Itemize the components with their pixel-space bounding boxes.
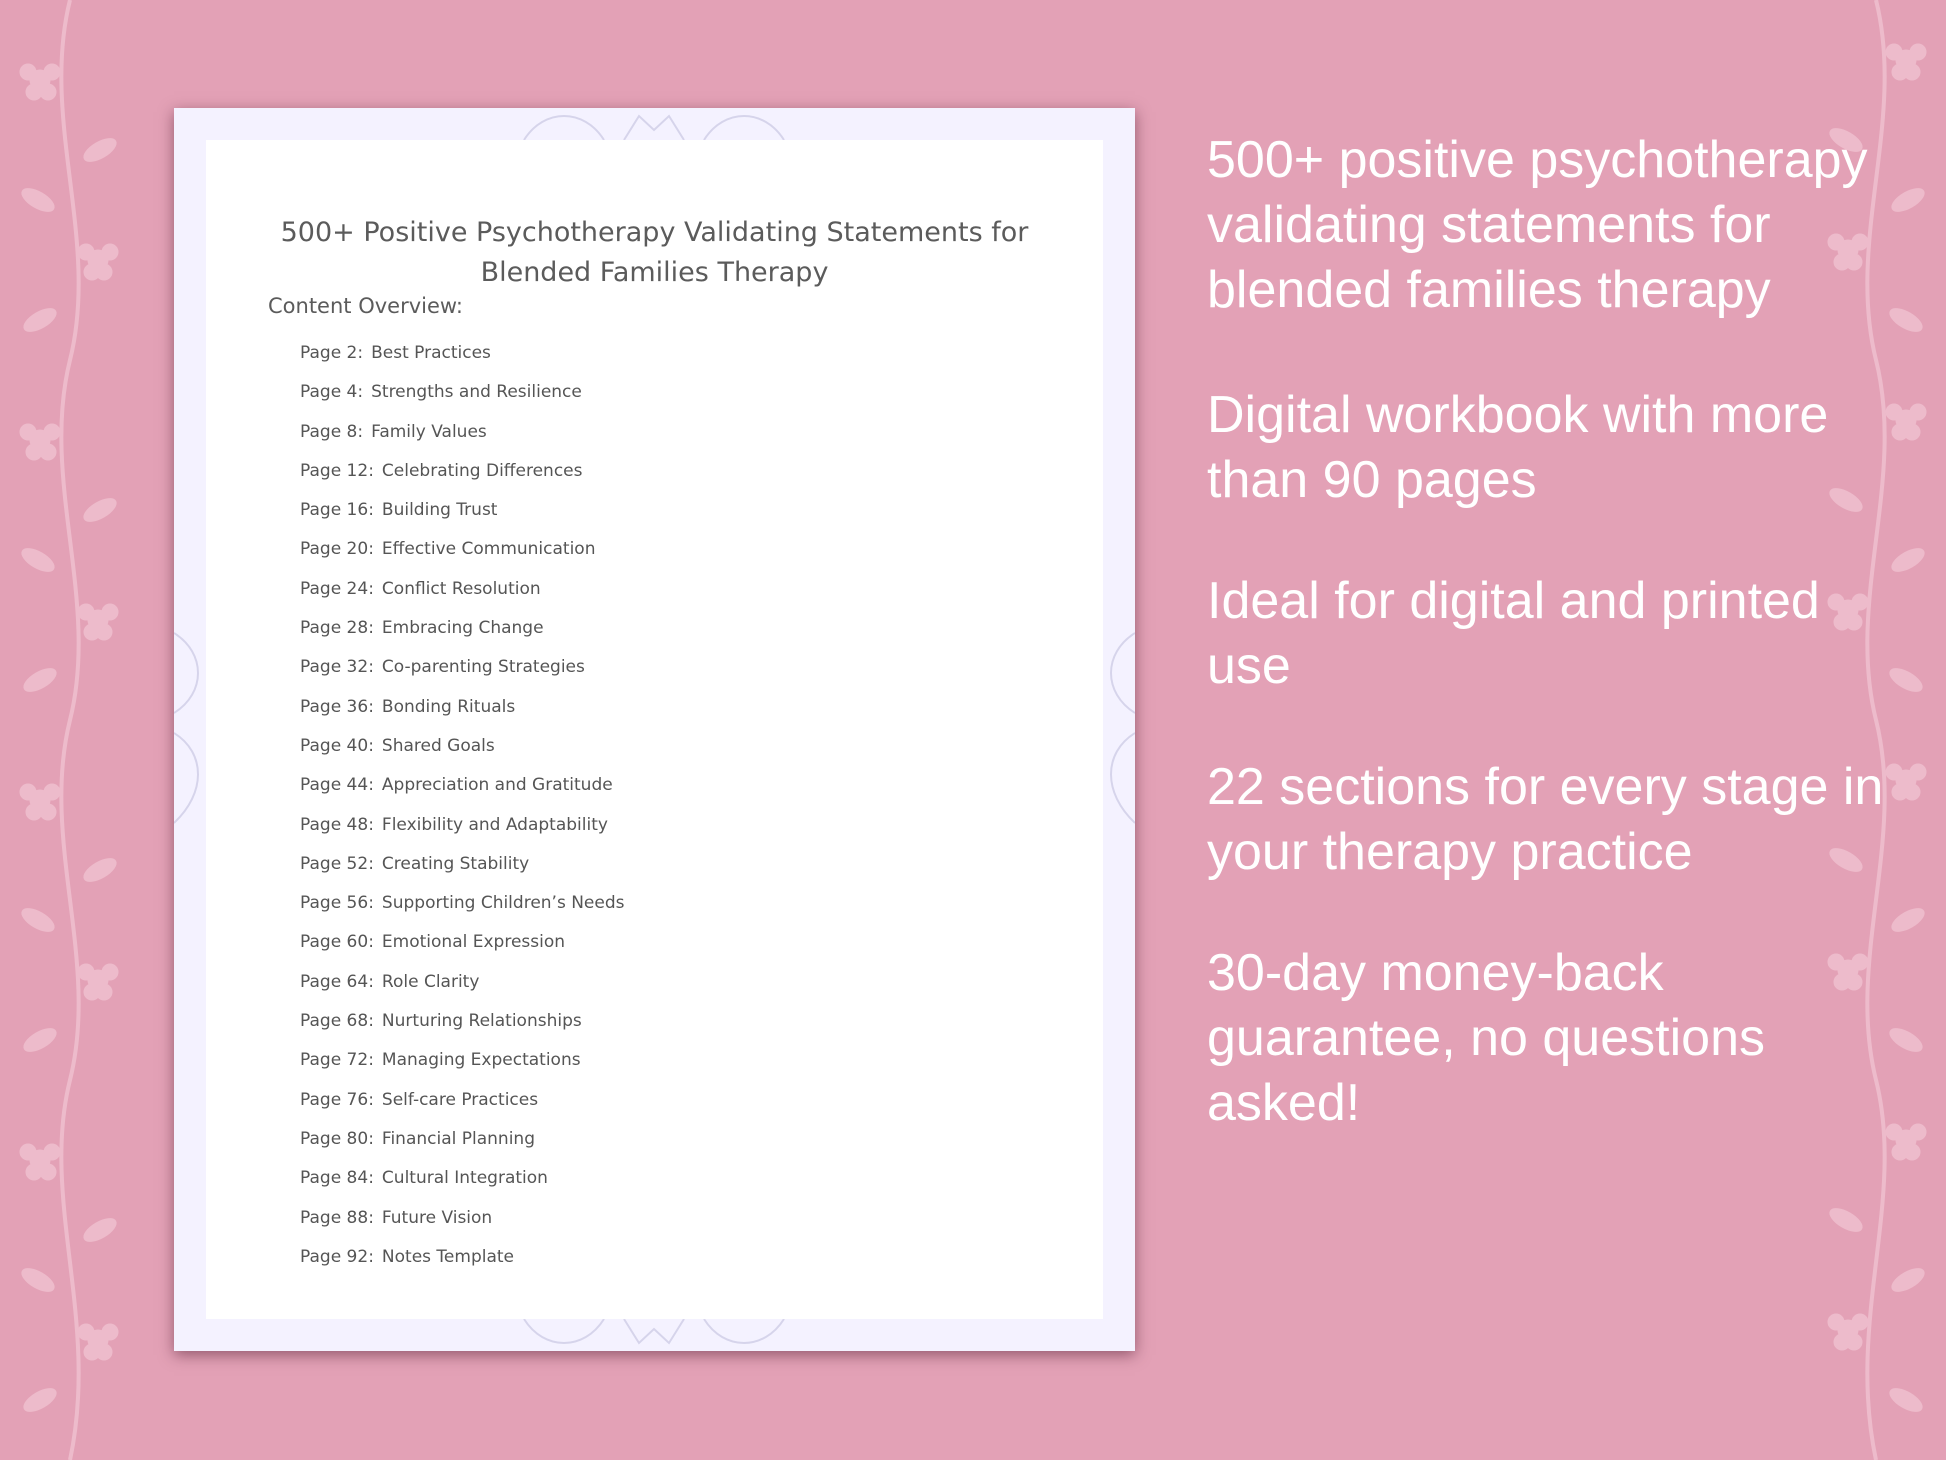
toc-item: Page 12: Celebrating Differences bbox=[300, 460, 583, 481]
feature-sections: 22 sections for every stage in your therapy practice bbox=[1207, 758, 1884, 881]
workbook-page-preview bbox=[174, 108, 1135, 1351]
toc-item: Page 48: Flexibility and Adaptability bbox=[300, 814, 608, 835]
toc-item: Page 60: Emotional Expression bbox=[300, 932, 566, 953]
toc-item: Page 24: Conflict Resolution bbox=[300, 578, 541, 599]
feature-page-count: Digital workbook with more than 90 pages bbox=[1207, 386, 1829, 509]
toc-item: Page 8: Family Values bbox=[300, 421, 487, 442]
mandala-bottom-icon bbox=[504, 1319, 804, 1351]
mandala-left-icon bbox=[174, 613, 206, 843]
toc-item: Page 80: Financial Planning bbox=[300, 1128, 535, 1149]
toc-item: Page 84: Cultural Integration bbox=[300, 1168, 548, 1189]
toc-item: Page 72: Managing Expectations bbox=[300, 1050, 581, 1071]
toc-item: Page 28: Embracing Change bbox=[300, 618, 544, 639]
mandala-top-icon bbox=[504, 108, 804, 140]
table-of-contents bbox=[300, 343, 625, 1286]
toc-item: Page 36: Bonding Rituals bbox=[300, 696, 516, 717]
toc-item: Page 20: Effective Communication bbox=[300, 539, 596, 560]
toc-item: Page 92: Notes Template bbox=[300, 1246, 514, 1267]
feature-guarantee: 30-day money-back guarantee, no questions asked! bbox=[1207, 944, 1765, 1132]
document-title-line-2: Blended Families Therapy bbox=[480, 257, 829, 288]
toc-item: Page 68: Nurturing Relationships bbox=[300, 1011, 582, 1032]
floral-vine-left-icon bbox=[0, 0, 140, 1460]
page-content bbox=[206, 140, 1103, 1319]
toc-item: Page 64: Role Clarity bbox=[300, 971, 480, 992]
feature-statements-count: 500+ positive psychotherapy validating statements for blended families therapy bbox=[1207, 131, 1868, 319]
toc-item: Page 32: Co-parenting Strategies bbox=[300, 657, 585, 678]
toc-item: Page 2: Best Practices bbox=[300, 343, 491, 363]
toc-item: Page 16: Building Trust bbox=[300, 500, 498, 521]
document-title-line-1: 500+ Positive Psychotherapy Validating Statements for bbox=[280, 217, 1029, 248]
toc-item: Page 40: Shared Goals bbox=[300, 735, 495, 756]
toc-item: Page 88: Future Vision bbox=[300, 1207, 493, 1228]
toc-item: Page 76: Self-care Practices bbox=[300, 1089, 539, 1110]
mandala-right-icon bbox=[1103, 613, 1135, 843]
content-overview-heading: Content Overview: bbox=[268, 294, 463, 318]
document-title bbox=[206, 213, 1103, 293]
toc-item: Page 56: Supporting Children’s Needs bbox=[300, 893, 625, 914]
toc-item: Page 52: Creating Stability bbox=[300, 853, 530, 874]
toc-item: Page 44: Appreciation and Gratitude bbox=[300, 775, 613, 796]
toc-item: Page 4: Strengths and Resilience bbox=[300, 382, 582, 403]
feature-usage: Ideal for digital and printed use bbox=[1207, 572, 1820, 695]
feature-list bbox=[1207, 128, 1907, 1136]
